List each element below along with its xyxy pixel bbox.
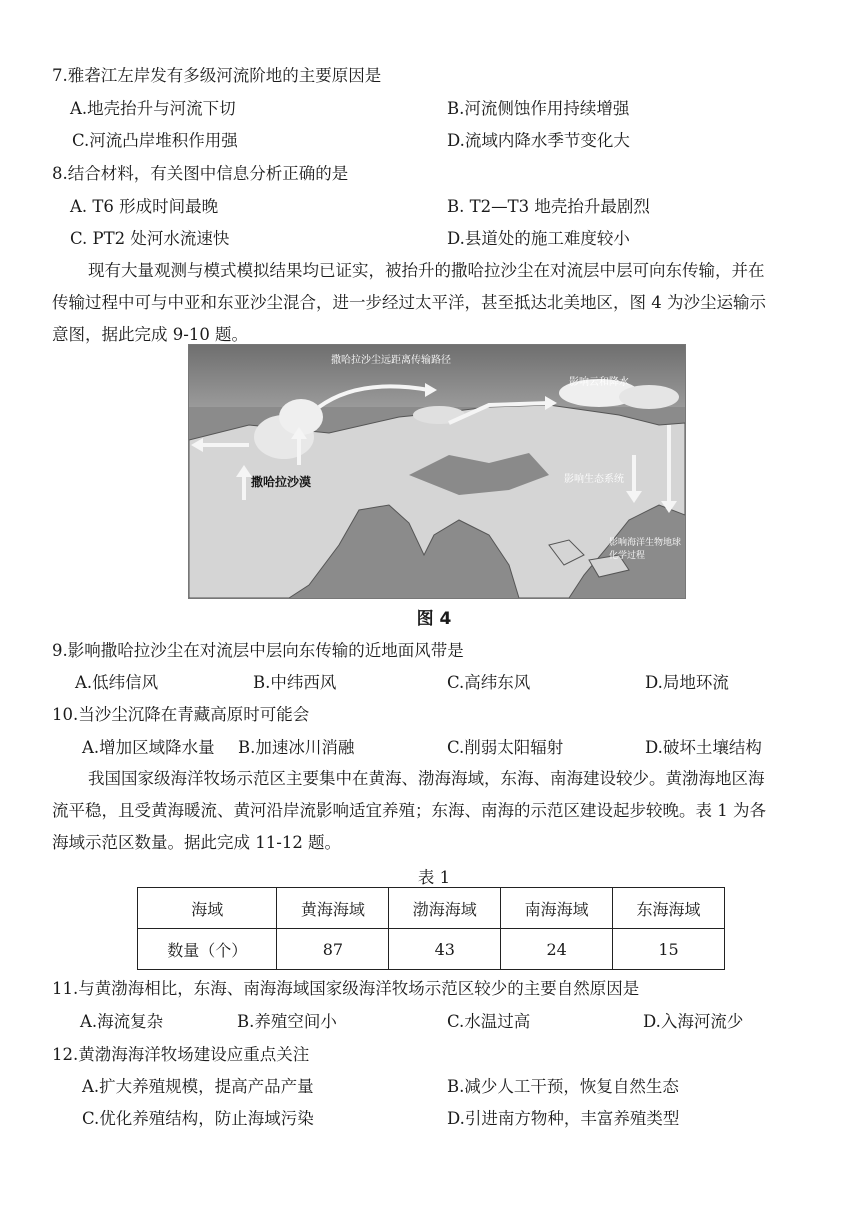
question-10-option-b: B.加速冰川消融	[238, 738, 355, 757]
material-9-10-line-3: 意图，据此完成 9-10 题。	[52, 325, 249, 344]
question-8-stem: 8.结合材料，有关图中信息分析正确的是	[52, 164, 349, 183]
question-7-option-a: A.地壳抬升与河流下切	[70, 99, 236, 118]
question-7-option-d: D.流域内降水季节变化大	[447, 131, 630, 150]
table-header-cell: 南海海域	[501, 888, 613, 929]
question-7-option-b: B.河流侧蚀作用持续增强	[447, 99, 630, 118]
question-12-option-b: B.减少人工干预，恢复自然生态	[447, 1077, 679, 1096]
question-11-stem: 11.与黄渤海相比，东海、南海海域国家级海洋牧场示范区较少的主要自然原因是	[52, 979, 640, 998]
question-10-option-c: C.削弱太阳辐射	[447, 738, 564, 757]
dust-plume	[279, 399, 323, 435]
table-row	[138, 929, 725, 970]
question-8-option-d: D.县道处的施工难度较小	[447, 229, 630, 248]
table-header-cell: 渤海海域	[389, 888, 501, 929]
question-10-option-d: D.破坏土壤结构	[645, 738, 762, 757]
table-cell: 数量（个）	[138, 929, 277, 970]
table-cell: 87	[277, 929, 389, 970]
table-header-row	[138, 888, 725, 929]
table-cell: 43	[389, 929, 501, 970]
question-9-stem: 9.影响撒哈拉沙尘在对流层中层向东传输的近地面风带是	[52, 641, 464, 660]
table-header-cell: 东海海域	[613, 888, 725, 929]
question-11-option-b: B.养殖空间小	[237, 1012, 337, 1031]
question-8-option-b: B. T2—T3 地壳抬升最剧烈	[447, 197, 650, 216]
question-7-stem: 7.雅砻江左岸发有多级河流阶地的主要原因是	[52, 66, 382, 85]
question-12-option-a: A.扩大养殖规模，提高产品产量	[82, 1077, 314, 1096]
material-9-10-line-1: 现有大量观测与模式模拟结果均已证实，被抬升的撒哈拉沙尘在对流层中层可向东传输，并在	[88, 261, 765, 280]
material-9-10-line-2: 传输过程中可与中亚和东亚沙尘混合，进一步经过太平洋，甚至抵达北美地区，图 4 为沙尘运输示	[52, 293, 766, 312]
table-cell: 15	[613, 929, 725, 970]
question-12-option-d: D.引进南方物种，丰富养殖类型	[447, 1109, 680, 1128]
rain-cloud	[619, 385, 679, 409]
material-11-12-line-1: 我国国家级海洋牧场示范区主要集中在黄海、渤海海域，东海、南海建设较少。黄渤海地区海	[88, 769, 765, 788]
cloud-precip-label: 影响云和降水	[569, 377, 629, 388]
figure-title-label: 撒哈拉沙尘远距离传输路径	[331, 355, 451, 366]
question-11-option-c: C.水温过高	[447, 1012, 531, 1031]
question-11-option-d: D.入海河流少	[643, 1012, 744, 1031]
figure-caption: 图 4	[416, 609, 452, 629]
table-header-cell: 海域	[138, 888, 277, 929]
table-header-cell: 黄海海域	[277, 888, 389, 929]
question-7-option-c: C.河流凸岸堆积作用强	[72, 131, 238, 150]
material-11-12-line-3: 海域示范区数量。据此完成 11-12 题。	[52, 833, 342, 852]
question-8-option-c: C. PT2 处河水流速快	[70, 229, 230, 248]
material-11-12-line-2: 流平稳，且受黄海暖流、黄河沿岸流影响适宜养殖；东海、南海的示范区建设起步较晚。表 1 为各	[52, 801, 766, 820]
ecosystem-label: 影响生态系统	[564, 474, 624, 485]
question-11-option-a: A.海流复杂	[80, 1012, 164, 1031]
dust-transport-figure	[188, 344, 686, 599]
question-9-option-a: A.低纬信风	[75, 673, 159, 692]
question-12-option-c: C.优化养殖结构，防止海域污染	[82, 1109, 314, 1128]
material-11-12	[52, 763, 817, 859]
question-8-option-a: A. T6 形成时间最晚	[70, 197, 219, 216]
question-10-stem: 10.当沙尘沉降在青藏高原时可能会	[52, 705, 310, 724]
ocean-biogeochem-label: 影响海洋生物地球化学过程	[609, 538, 682, 561]
question-9-option-b: B.中纬西风	[253, 673, 337, 692]
table-cell: 24	[501, 929, 613, 970]
question-12-stem: 12.黄渤海海洋牧场建设应重点关注	[52, 1045, 310, 1064]
question-9-option-c: C.高纬东风	[447, 673, 531, 692]
sea-area-table	[137, 887, 725, 970]
question-10-option-a: A.增加区域降水量	[82, 738, 215, 757]
desert-label: 撒哈拉沙漠	[251, 475, 312, 489]
table-caption: 表 1	[417, 868, 451, 887]
question-9-option-d: D.局地环流	[645, 673, 729, 692]
material-9-10	[52, 255, 817, 351]
